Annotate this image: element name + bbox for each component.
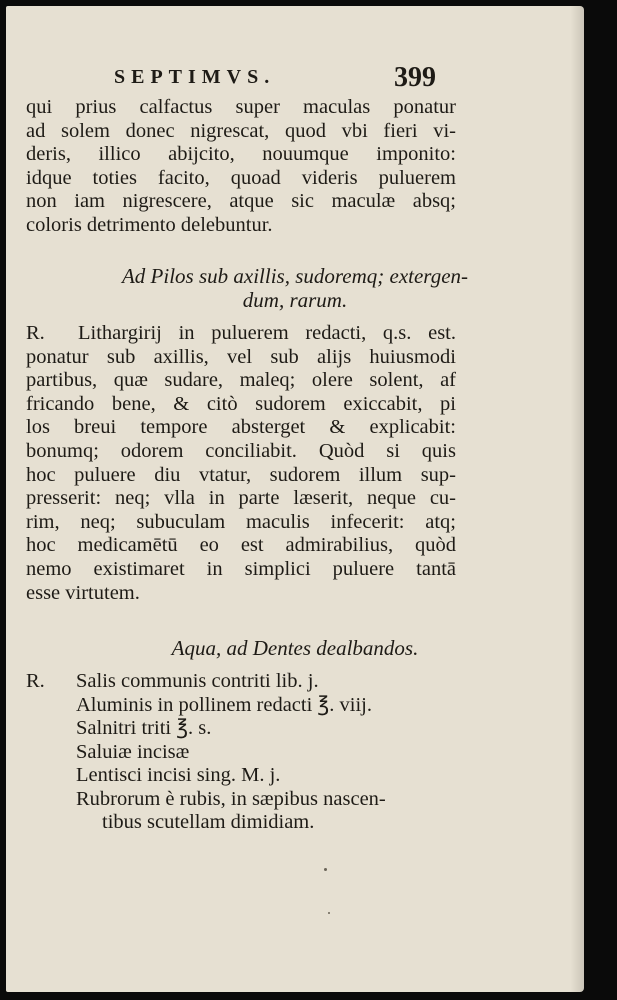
text-line: idque toties facito, quoad videris puluerem [26,166,456,189]
section-heading-pilos [6,264,584,312]
running-head [6,62,584,93]
text-line: esse virtutem. [26,581,140,604]
ingredient-line: Saluiæ incisæ [76,740,190,763]
text-line: Lithargirij in puluerem redacti, q.s. est. [78,322,456,344]
section-heading-aqua [6,636,584,660]
paper-speck [324,868,327,871]
text-line: qui prius calfactus super maculas ponatur [26,96,456,118]
text-line: deris, illico abijcito, nouumque imponito: [26,143,456,166]
ingredient-line: Rubrorum è rubis, in sæpibus nascen- [76,787,386,810]
heading-line: Aqua, ad Dentes dealbandos. [171,636,419,660]
ingredient-list [76,670,446,835]
text-line: los breui tempore absterget & explicabit: [26,416,456,439]
ingredient-line: Salnitri triti ℥. s. [76,717,212,739]
text-line: ad solem donec nigrescat, quod vbi fieri vi- [26,119,456,142]
ingredient-line: Lentisci incisi sing. M. j. [76,764,281,786]
heading-line: Ad Pilos sub axillis, sudoremq; extergen- [121,264,469,288]
text-line: hoc puluere diu vtatur, sudorem illum sup- [26,463,456,486]
running-title: SEPTIMVS. [114,66,276,88]
text-line: hoc medicamētū eo est admirabilius, quòd [26,534,456,557]
text-line: non iam nigrescere, atque sic maculæ absq; [26,190,456,213]
recipe-marker: R. [26,670,45,692]
text-line: presserit: neq; vlla in parte læserit, neque cu- [26,487,456,510]
text-line: ponatur sub axillis, vel sub alijs huiusmodi [26,345,456,368]
paper-speck [328,912,330,914]
text-line: fricando bene, & citò sudorem exiccabit, pi [26,392,456,415]
text-line: coloris detrimento delebuntur. [26,213,273,236]
text-line: rim, neq; subuculam maculis infecerit: atq; [26,510,456,533]
page-number: 399 [394,62,436,93]
ingredient-line: tibus scutellam dimidiam. [102,811,315,833]
ingredient-line: Salis communis contriti lib. j. [76,670,319,692]
book-page [6,6,584,992]
recipe-marker: R. [26,322,45,344]
text-line: bonumq; odorem conciliabit. Quòd si quis [26,439,456,462]
text-line: nemo existimaret in simplici puluere tantā [26,557,456,580]
section1-paragraph [26,322,456,605]
heading-line: dum, rarum. [242,288,348,312]
first-paragraph [26,96,456,238]
ingredient-line: Aluminis in pollinem redacti ℥. viij. [76,693,372,716]
text-line: partibus, quæ sudare, maleq; olere solent, af [26,369,456,392]
